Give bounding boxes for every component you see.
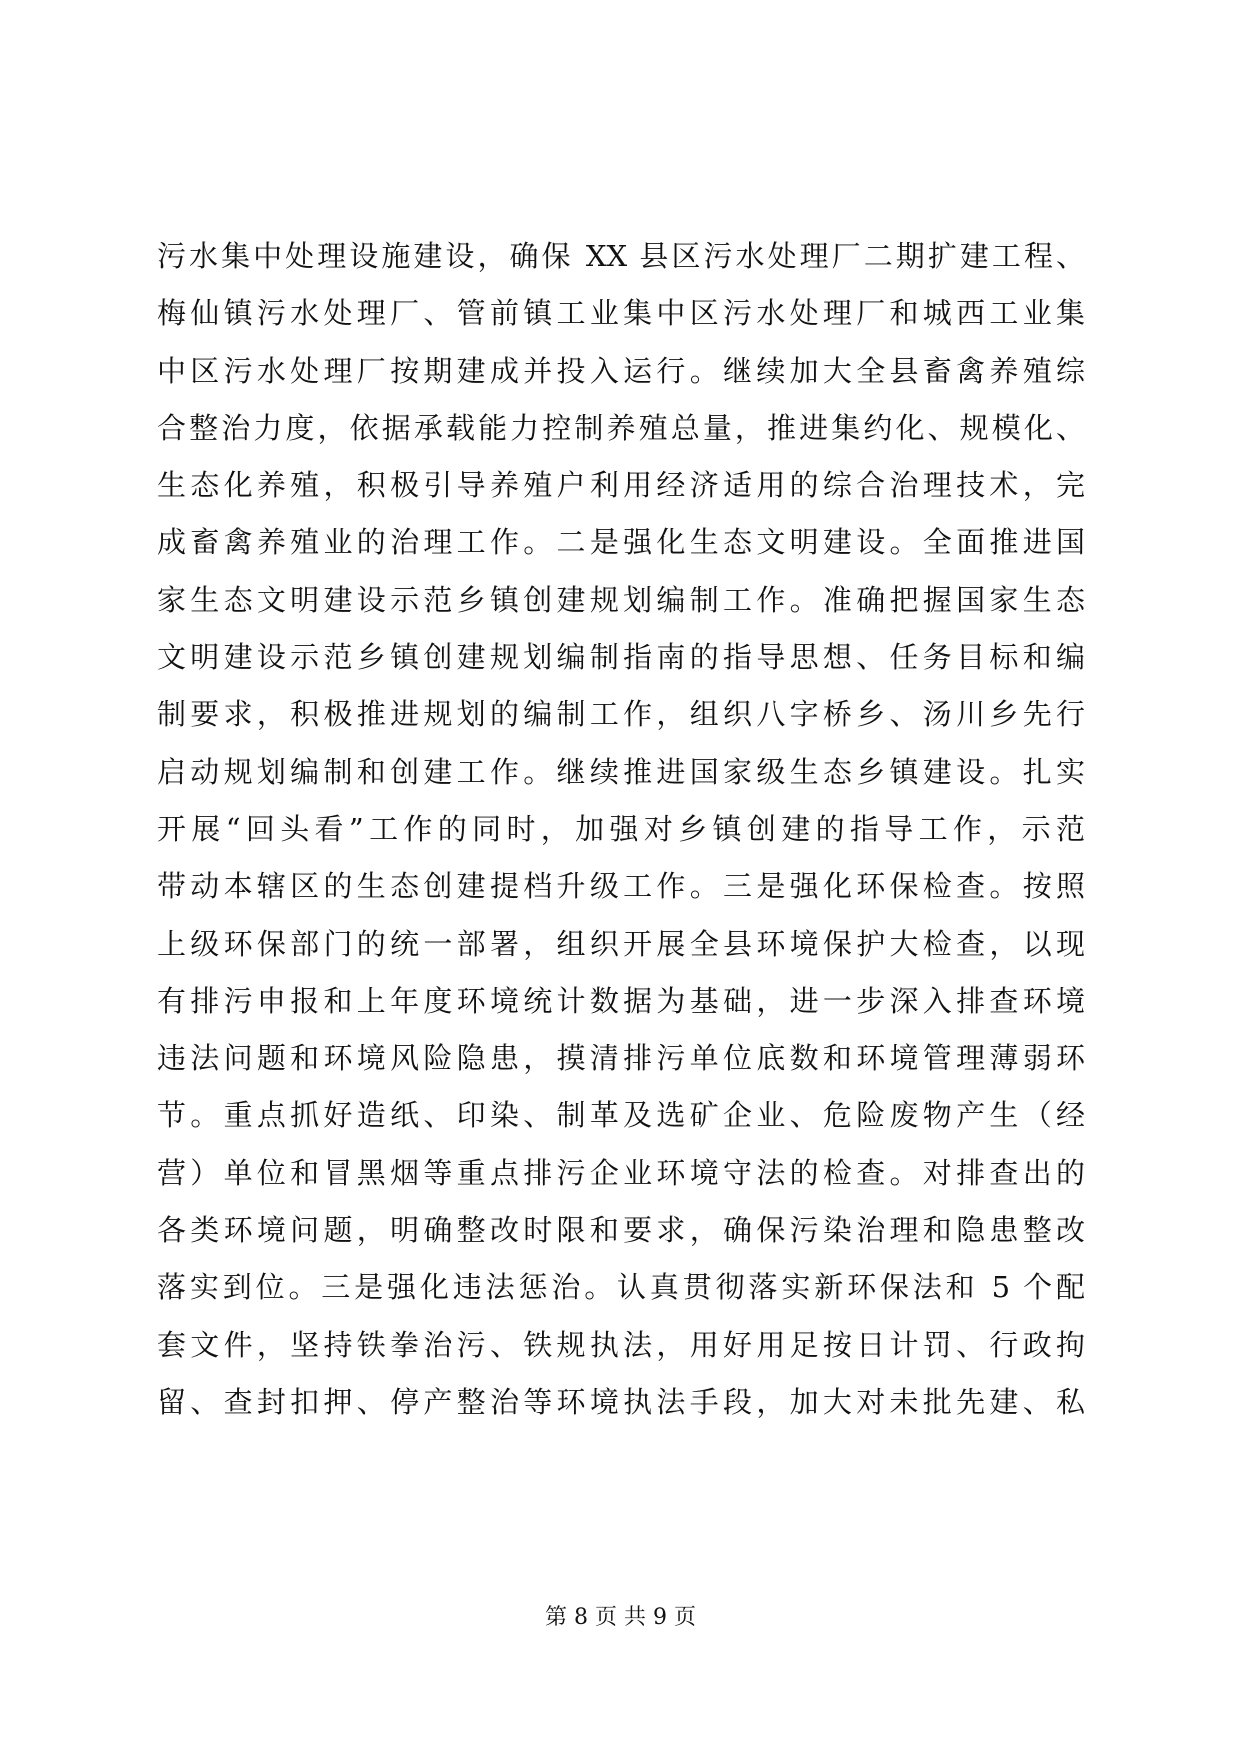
body-paragraph (157, 228, 1085, 1431)
text-line: 上级环保部门的统一部署，组织开展全县环境保护大检查，以现 (157, 926, 1085, 961)
text-line: 留、查封扣押、停产整治等环境执法手段，加大对未批先建、私 (157, 1384, 1085, 1419)
text-line: 生态化养殖，积极引导养殖户利用经济适用的综合治理技术，完 (157, 468, 1085, 503)
text-line: 违法问题和环境风险隐患，摸清排污单位底数和环境管理薄弱环 (157, 1041, 1085, 1076)
text-line: 污水集中处理设施建设，确保 XX 县区污水处理厂二期扩建工程、 (157, 239, 1085, 273)
text-line: 文明建设示范乡镇创建规划编制指南的指导思想、任务目标和编 (157, 640, 1085, 675)
text-line: 节。重点抓好造纸、印染、制革及选矿企业、危险废物产生（经 (157, 1098, 1085, 1133)
text-line: 有排污申报和上年度环境统计数据为基础，进一步深入排查环境 (157, 983, 1085, 1018)
page-number-footer: 第 8 页 共 9 页 (545, 1605, 696, 1630)
text-line: 合整治力度，依据承载能力控制养殖总量，推进集约化、规模化、 (157, 410, 1085, 445)
text-line: 营）单位和冒黑烟等重点排污企业环境守法的检查。对排查出的 (157, 1155, 1085, 1190)
text-line: 家生态文明建设示范乡镇创建规划编制工作。准确把握国家生态 (157, 582, 1085, 617)
text-line: 成畜禽养殖业的治理工作。二是强化生态文明建设。全面推进国 (157, 525, 1085, 560)
text-line: 启动规划编制和创建工作。继续推进国家级生态乡镇建设。扎实 (157, 754, 1085, 789)
text-line: 带动本辖区的生态创建提档升级工作。三是强化环保检查。按照 (157, 869, 1085, 904)
text-line: 落实到位。三是强化违法惩治。认真贯彻落实新环保法和 5 个配 (157, 1270, 1085, 1305)
text-line: 开展“回头看”工作的同时，加强对乡镇创建的指导工作，示范 (157, 811, 1085, 846)
text-line: 梅仙镇污水处理厂、管前镇工业集中区污水处理厂和城西工业集 (157, 296, 1085, 331)
text-line: 各类环境问题，明确整改时限和要求，确保污染治理和隐患整改 (157, 1213, 1085, 1248)
text-line: 套文件，坚持铁拳治污、铁规执法，用好用足按日计罚、行政拘 (157, 1327, 1085, 1362)
text-line: 制要求，积极推进规划的编制工作，组织八字桥乡、汤川乡先行 (157, 697, 1085, 732)
text-line: 中区污水处理厂按期建成并投入运行。继续加大全县畜禽养殖综 (157, 353, 1085, 388)
